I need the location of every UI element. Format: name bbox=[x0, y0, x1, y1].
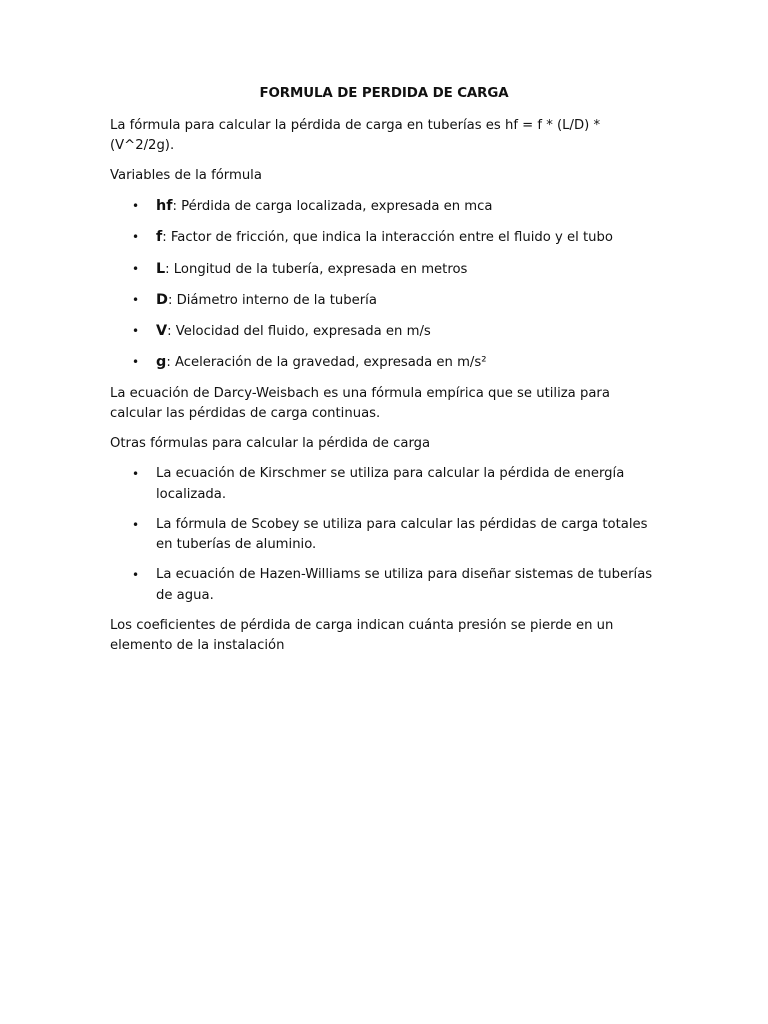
variable-term: hf bbox=[156, 198, 173, 214]
closing-paragraph: Los coeficientes de pérdida de carga indican cuánta presión se pierde en un elemento de la instalación bbox=[110, 617, 614, 654]
variables-heading: Variables de la fórmula bbox=[110, 168, 262, 183]
other-formula-text: La ecuación de Hazen-Williams se utiliza para diseñar sistemas de tuberías de agua. bbox=[156, 567, 653, 603]
variable-term: D bbox=[156, 291, 168, 308]
bullet-icon: • bbox=[132, 261, 140, 276]
list-item bbox=[110, 227, 658, 249]
variable-description: : Pérdida de carga localizada, expresada en mca bbox=[172, 199, 493, 214]
variable-description: : Factor de fricción, que indica la interacción entre el fluido y el tubo bbox=[162, 230, 613, 246]
list-item bbox=[110, 464, 658, 505]
intro-paragraph: La fórmula para calcular la pérdida de carga en tuberías es hf = f * (L/D) * (V^2/2g). bbox=[110, 117, 601, 153]
bullet-icon: • bbox=[132, 230, 140, 245]
other-formula-text: La fórmula de Scobey se utiliza para calcular las pérdidas de carga totales en tuberías de aluminio. bbox=[156, 516, 648, 553]
bullet-icon: • bbox=[132, 467, 140, 482]
variable-term: f bbox=[156, 229, 163, 246]
list-item bbox=[110, 565, 658, 606]
variable-term: L bbox=[156, 260, 166, 277]
bullet-icon: • bbox=[132, 324, 140, 339]
variable-description: : Velocidad del fluido, expresada en m/s bbox=[167, 324, 431, 340]
variable-term: g bbox=[156, 354, 167, 371]
bullet-icon: • bbox=[132, 355, 140, 370]
bullet-icon: • bbox=[132, 292, 140, 307]
list-item bbox=[110, 321, 658, 343]
variable-term: V bbox=[156, 323, 168, 340]
list-item bbox=[110, 259, 658, 281]
other-formulas-list bbox=[110, 464, 658, 606]
variable-description: : Diámetro interno de la tubería bbox=[167, 292, 377, 308]
bullet-icon: • bbox=[132, 517, 140, 532]
darcy-paragraph: La ecuación de Darcy-Weisbach es una fórmula empírica que se utiliza para calcular las pérdidas de carga continuas. bbox=[110, 385, 610, 422]
variable-description: : Aceleración de la gravedad, expresada en m/s² bbox=[166, 355, 487, 371]
document-title: FORMULA DE PERDIDA DE CARGA bbox=[259, 86, 509, 101]
other-formula-text: La ecuación de Kirschmer se utiliza para calcular la pérdida de energía localizada. bbox=[156, 466, 625, 502]
bullet-icon: • bbox=[132, 568, 140, 583]
list-item bbox=[110, 352, 658, 374]
variable-description: : Longitud de la tubería, expresada en metros bbox=[165, 261, 468, 277]
bullet-icon: • bbox=[132, 199, 140, 213]
document-body bbox=[110, 84, 658, 666]
list-item bbox=[110, 290, 658, 312]
list-item bbox=[110, 196, 658, 218]
variables-list bbox=[110, 196, 658, 374]
list-item bbox=[110, 515, 658, 556]
others-heading: Otras fórmulas para calcular la pérdida de carga bbox=[110, 436, 431, 452]
